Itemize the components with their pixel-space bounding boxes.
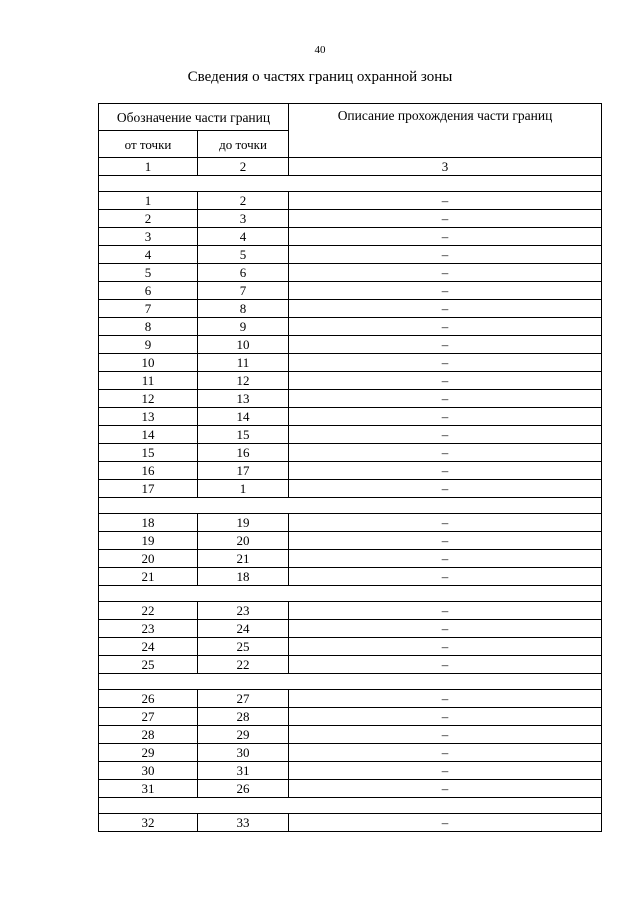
description-cell: – (289, 354, 602, 372)
description-cell: – (289, 744, 602, 762)
description-cell: – (289, 192, 602, 210)
header-boundary-designation: Обозначение части границ (99, 104, 289, 131)
description-cell: – (289, 426, 602, 444)
to-point-cell: 26 (198, 780, 289, 798)
to-point-cell: 29 (198, 726, 289, 744)
description-cell: – (289, 210, 602, 228)
table-header-row (99, 104, 602, 131)
from-point-cell: 14 (99, 426, 198, 444)
description-cell: – (289, 726, 602, 744)
description-cell: – (289, 264, 602, 282)
from-point-cell: 26 (99, 690, 198, 708)
table-row (99, 408, 602, 426)
to-point-cell: 9 (198, 318, 289, 336)
description-cell: – (289, 814, 602, 832)
description-cell: – (289, 462, 602, 480)
from-point-cell: 2 (99, 210, 198, 228)
from-point-cell: 8 (99, 318, 198, 336)
from-point-cell: 30 (99, 762, 198, 780)
description-cell: – (289, 336, 602, 354)
table-row (99, 762, 602, 780)
from-point-cell: 12 (99, 390, 198, 408)
table-row (99, 372, 602, 390)
to-point-cell: 19 (198, 514, 289, 532)
to-point-cell: 13 (198, 390, 289, 408)
to-point-cell: 15 (198, 426, 289, 444)
description-cell: – (289, 532, 602, 550)
description-cell: – (289, 246, 602, 264)
from-point-cell: 27 (99, 708, 198, 726)
column-number-2: 2 (198, 158, 289, 176)
to-point-cell: 28 (198, 708, 289, 726)
from-point-cell: 19 (99, 532, 198, 550)
description-cell: – (289, 514, 602, 532)
table-row (99, 568, 602, 586)
spacer-cell (99, 176, 602, 192)
from-point-cell: 32 (99, 814, 198, 832)
from-point-cell: 10 (99, 354, 198, 372)
to-point-cell: 11 (198, 354, 289, 372)
table-row (99, 444, 602, 462)
table-row (99, 210, 602, 228)
table-spacer-row (99, 798, 602, 814)
to-point-cell: 12 (198, 372, 289, 390)
from-point-cell: 24 (99, 638, 198, 656)
from-point-cell: 11 (99, 372, 198, 390)
spacer-cell (99, 798, 602, 814)
spacer-cell (99, 498, 602, 514)
from-point-cell: 31 (99, 780, 198, 798)
table-row (99, 814, 602, 832)
to-point-cell: 18 (198, 568, 289, 586)
from-point-cell: 25 (99, 656, 198, 674)
to-point-cell: 20 (198, 532, 289, 550)
table-row (99, 656, 602, 674)
description-cell: – (289, 656, 602, 674)
table-row (99, 192, 602, 210)
to-point-cell: 10 (198, 336, 289, 354)
from-point-cell: 3 (99, 228, 198, 246)
table-row (99, 228, 602, 246)
column-number-3: 3 (289, 158, 602, 176)
from-point-cell: 5 (99, 264, 198, 282)
table-row (99, 602, 602, 620)
from-point-cell: 1 (99, 192, 198, 210)
to-point-cell: 25 (198, 638, 289, 656)
table-spacer-row (99, 674, 602, 690)
table-row (99, 708, 602, 726)
table-spacer-row (99, 176, 602, 192)
from-point-cell: 20 (99, 550, 198, 568)
table-row (99, 744, 602, 762)
description-cell: – (289, 300, 602, 318)
to-point-cell: 33 (198, 814, 289, 832)
description-cell: – (289, 690, 602, 708)
table-row (99, 690, 602, 708)
to-point-cell: 6 (198, 264, 289, 282)
table-row (99, 336, 602, 354)
to-point-cell: 27 (198, 690, 289, 708)
to-point-cell: 2 (198, 192, 289, 210)
to-point-cell: 4 (198, 228, 289, 246)
table-row (99, 318, 602, 336)
description-cell: – (289, 708, 602, 726)
from-point-cell: 4 (99, 246, 198, 264)
from-point-cell: 9 (99, 336, 198, 354)
from-point-cell: 22 (99, 602, 198, 620)
description-cell: – (289, 568, 602, 586)
from-point-cell: 28 (99, 726, 198, 744)
to-point-cell: 8 (198, 300, 289, 318)
description-cell: – (289, 228, 602, 246)
table-row (99, 354, 602, 372)
to-point-cell: 22 (198, 656, 289, 674)
description-cell: – (289, 318, 602, 336)
description-cell: – (289, 602, 602, 620)
description-cell: – (289, 762, 602, 780)
document-title: Сведения о частях границ охранной зоны (187, 69, 453, 85)
table-row (99, 300, 602, 318)
table-row (99, 532, 602, 550)
header-boundary-description: Описание прохождения части границ (289, 104, 602, 158)
from-point-cell: 23 (99, 620, 198, 638)
column-number-1: 1 (99, 158, 198, 176)
to-point-cell: 23 (198, 602, 289, 620)
spacer-cell (99, 586, 602, 602)
from-point-cell: 29 (99, 744, 198, 762)
description-cell: – (289, 550, 602, 568)
from-point-cell: 13 (99, 408, 198, 426)
from-point-cell: 17 (99, 480, 198, 498)
to-point-cell: 17 (198, 462, 289, 480)
table-row (99, 780, 602, 798)
spacer-cell (99, 674, 602, 690)
description-cell: – (289, 408, 602, 426)
from-point-cell: 21 (99, 568, 198, 586)
table-row (99, 264, 602, 282)
table-row (99, 550, 602, 568)
table-row (99, 426, 602, 444)
table-row (99, 246, 602, 264)
from-point-cell: 7 (99, 300, 198, 318)
boundary-parts-table (98, 103, 602, 832)
description-cell: – (289, 282, 602, 300)
to-point-cell: 14 (198, 408, 289, 426)
description-cell: – (289, 372, 602, 390)
page-number: 40 (314, 44, 326, 56)
description-cell: – (289, 444, 602, 462)
from-point-cell: 16 (99, 462, 198, 480)
table-row (99, 620, 602, 638)
to-point-cell: 7 (198, 282, 289, 300)
description-cell: – (289, 780, 602, 798)
header-from-point: от точки (99, 131, 198, 158)
header-to-point: до точки (198, 131, 289, 158)
table-row (99, 726, 602, 744)
to-point-cell: 3 (198, 210, 289, 228)
to-point-cell: 1 (198, 480, 289, 498)
from-point-cell: 6 (99, 282, 198, 300)
table-row (99, 514, 602, 532)
to-point-cell: 21 (198, 550, 289, 568)
table-row (99, 638, 602, 656)
table-row (99, 390, 602, 408)
from-point-cell: 15 (99, 444, 198, 462)
to-point-cell: 5 (198, 246, 289, 264)
to-point-cell: 31 (198, 762, 289, 780)
description-cell: – (289, 638, 602, 656)
to-point-cell: 30 (198, 744, 289, 762)
table-row (99, 480, 602, 498)
to-point-cell: 16 (198, 444, 289, 462)
description-cell: – (289, 390, 602, 408)
table-row (99, 282, 602, 300)
from-point-cell: 18 (99, 514, 198, 532)
table-spacer-row (99, 498, 602, 514)
table-spacer-row (99, 586, 602, 602)
table-row (99, 462, 602, 480)
description-cell: – (289, 480, 602, 498)
column-number-row (99, 158, 602, 176)
description-cell: – (289, 620, 602, 638)
to-point-cell: 24 (198, 620, 289, 638)
